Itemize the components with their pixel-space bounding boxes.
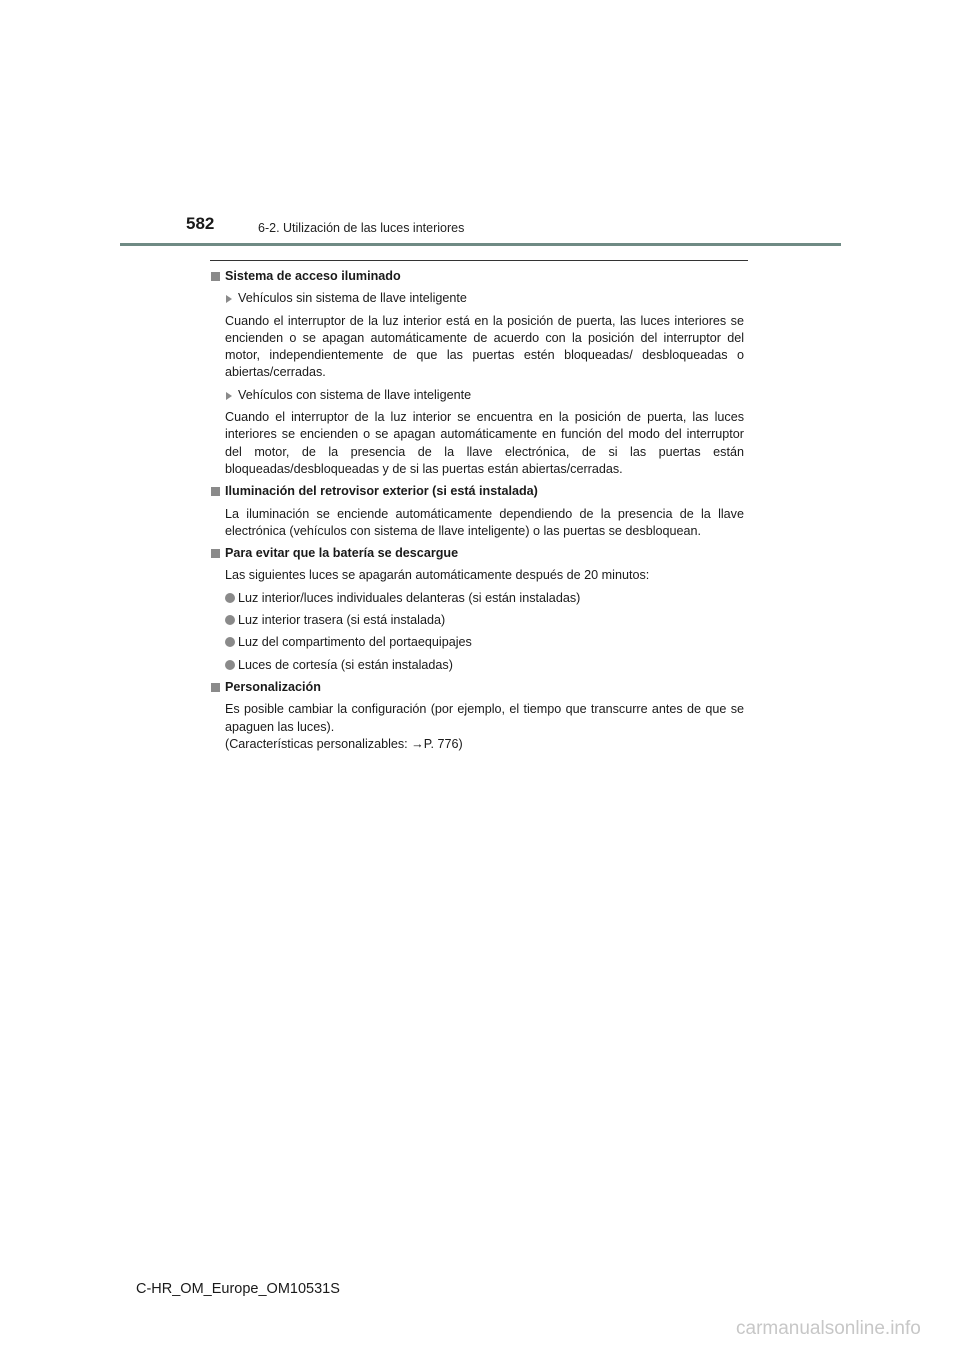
square-bullet-icon [211,549,220,558]
circle-bullet-icon [225,593,235,603]
watermark: carmanualsonline.info [736,1318,921,1339]
paragraph-bateria: Las siguientes luces se apagarán automáticamente después de 20 minutos: [225,568,650,583]
content-divider [210,260,748,261]
list-item: Luces de cortesía (si están instaladas) [210,657,744,674]
circle-bullet-icon [225,615,235,625]
square-bullet-icon [211,683,220,692]
triangle-bullet-icon [226,295,232,303]
section-title: 6-2. Utilización de las luces interiores [258,221,465,235]
paragraph-retrovisor: La iluminación se enciende automáticamente dependiendo de la presencia de la llave electrónica (vehículos con sistema de llave inteligente) o las puertas se desbloquean. [225,506,744,538]
circle-bullet-icon [225,637,235,647]
heading-acceso: Sistema de acceso iluminado [210,268,744,285]
content-body [210,268,744,753]
square-bullet-icon [211,487,220,496]
circle-bullet-icon [225,660,235,670]
paragraph-sin-llave: Cuando el interruptor de la luz interior está en la posición de puerta, las luces interiores se encienden o se apagan automáticamente de acuerdo con la posición del interruptor del motor, independientemente de que las puertas estén bloqueadas/ desbloqueadas o abiertas/cerradas. [225,313,744,380]
paragraph-con-llave: Cuando el interruptor de la luz interior se encuentra en la posición de puerta, las luces interiores se encienden o se apagan automáticamente en función del modo del interruptor del motor, de la presencia de la llave electrónica, de si las puertas están bloqueadas/desbloqueadas y de si las puertas están abiertas/cerradas. [225,410,744,476]
square-bullet-icon [211,272,220,281]
heading-bateria: Para evitar que la batería se descargue [210,545,744,562]
page-number: 582 [186,214,215,233]
subheading-con-llave: Vehículos con sistema de llave inteligente [210,387,744,404]
heading-retrovisor: Iluminación del retrovisor exterior (si está instalada) [210,483,744,500]
heading-personalizacion: Personalización [210,679,744,696]
subheading-sin-llave: Vehículos sin sistema de llave inteligente [210,290,744,307]
list-item: Luz del compartimento del portaequipajes [210,634,744,651]
paragraph-personalizacion: Es posible cambiar la configuración (por ejemplo, el tiempo que transcurre antes de que se apaguen las luces). (Características personalizables: →P. 776) [225,702,744,751]
header-rule [120,243,841,246]
list-item: Luz interior trasera (si está instalada) [210,612,744,629]
list-item: Luz interior/luces individuales delanteras (si están instaladas) [210,590,744,607]
document-code: C-HR_OM_Europe_OM10531S [136,1281,340,1297]
triangle-bullet-icon [226,392,232,400]
page-reference[interactable]: (Características personalizables: →P. 776) [225,736,463,751]
